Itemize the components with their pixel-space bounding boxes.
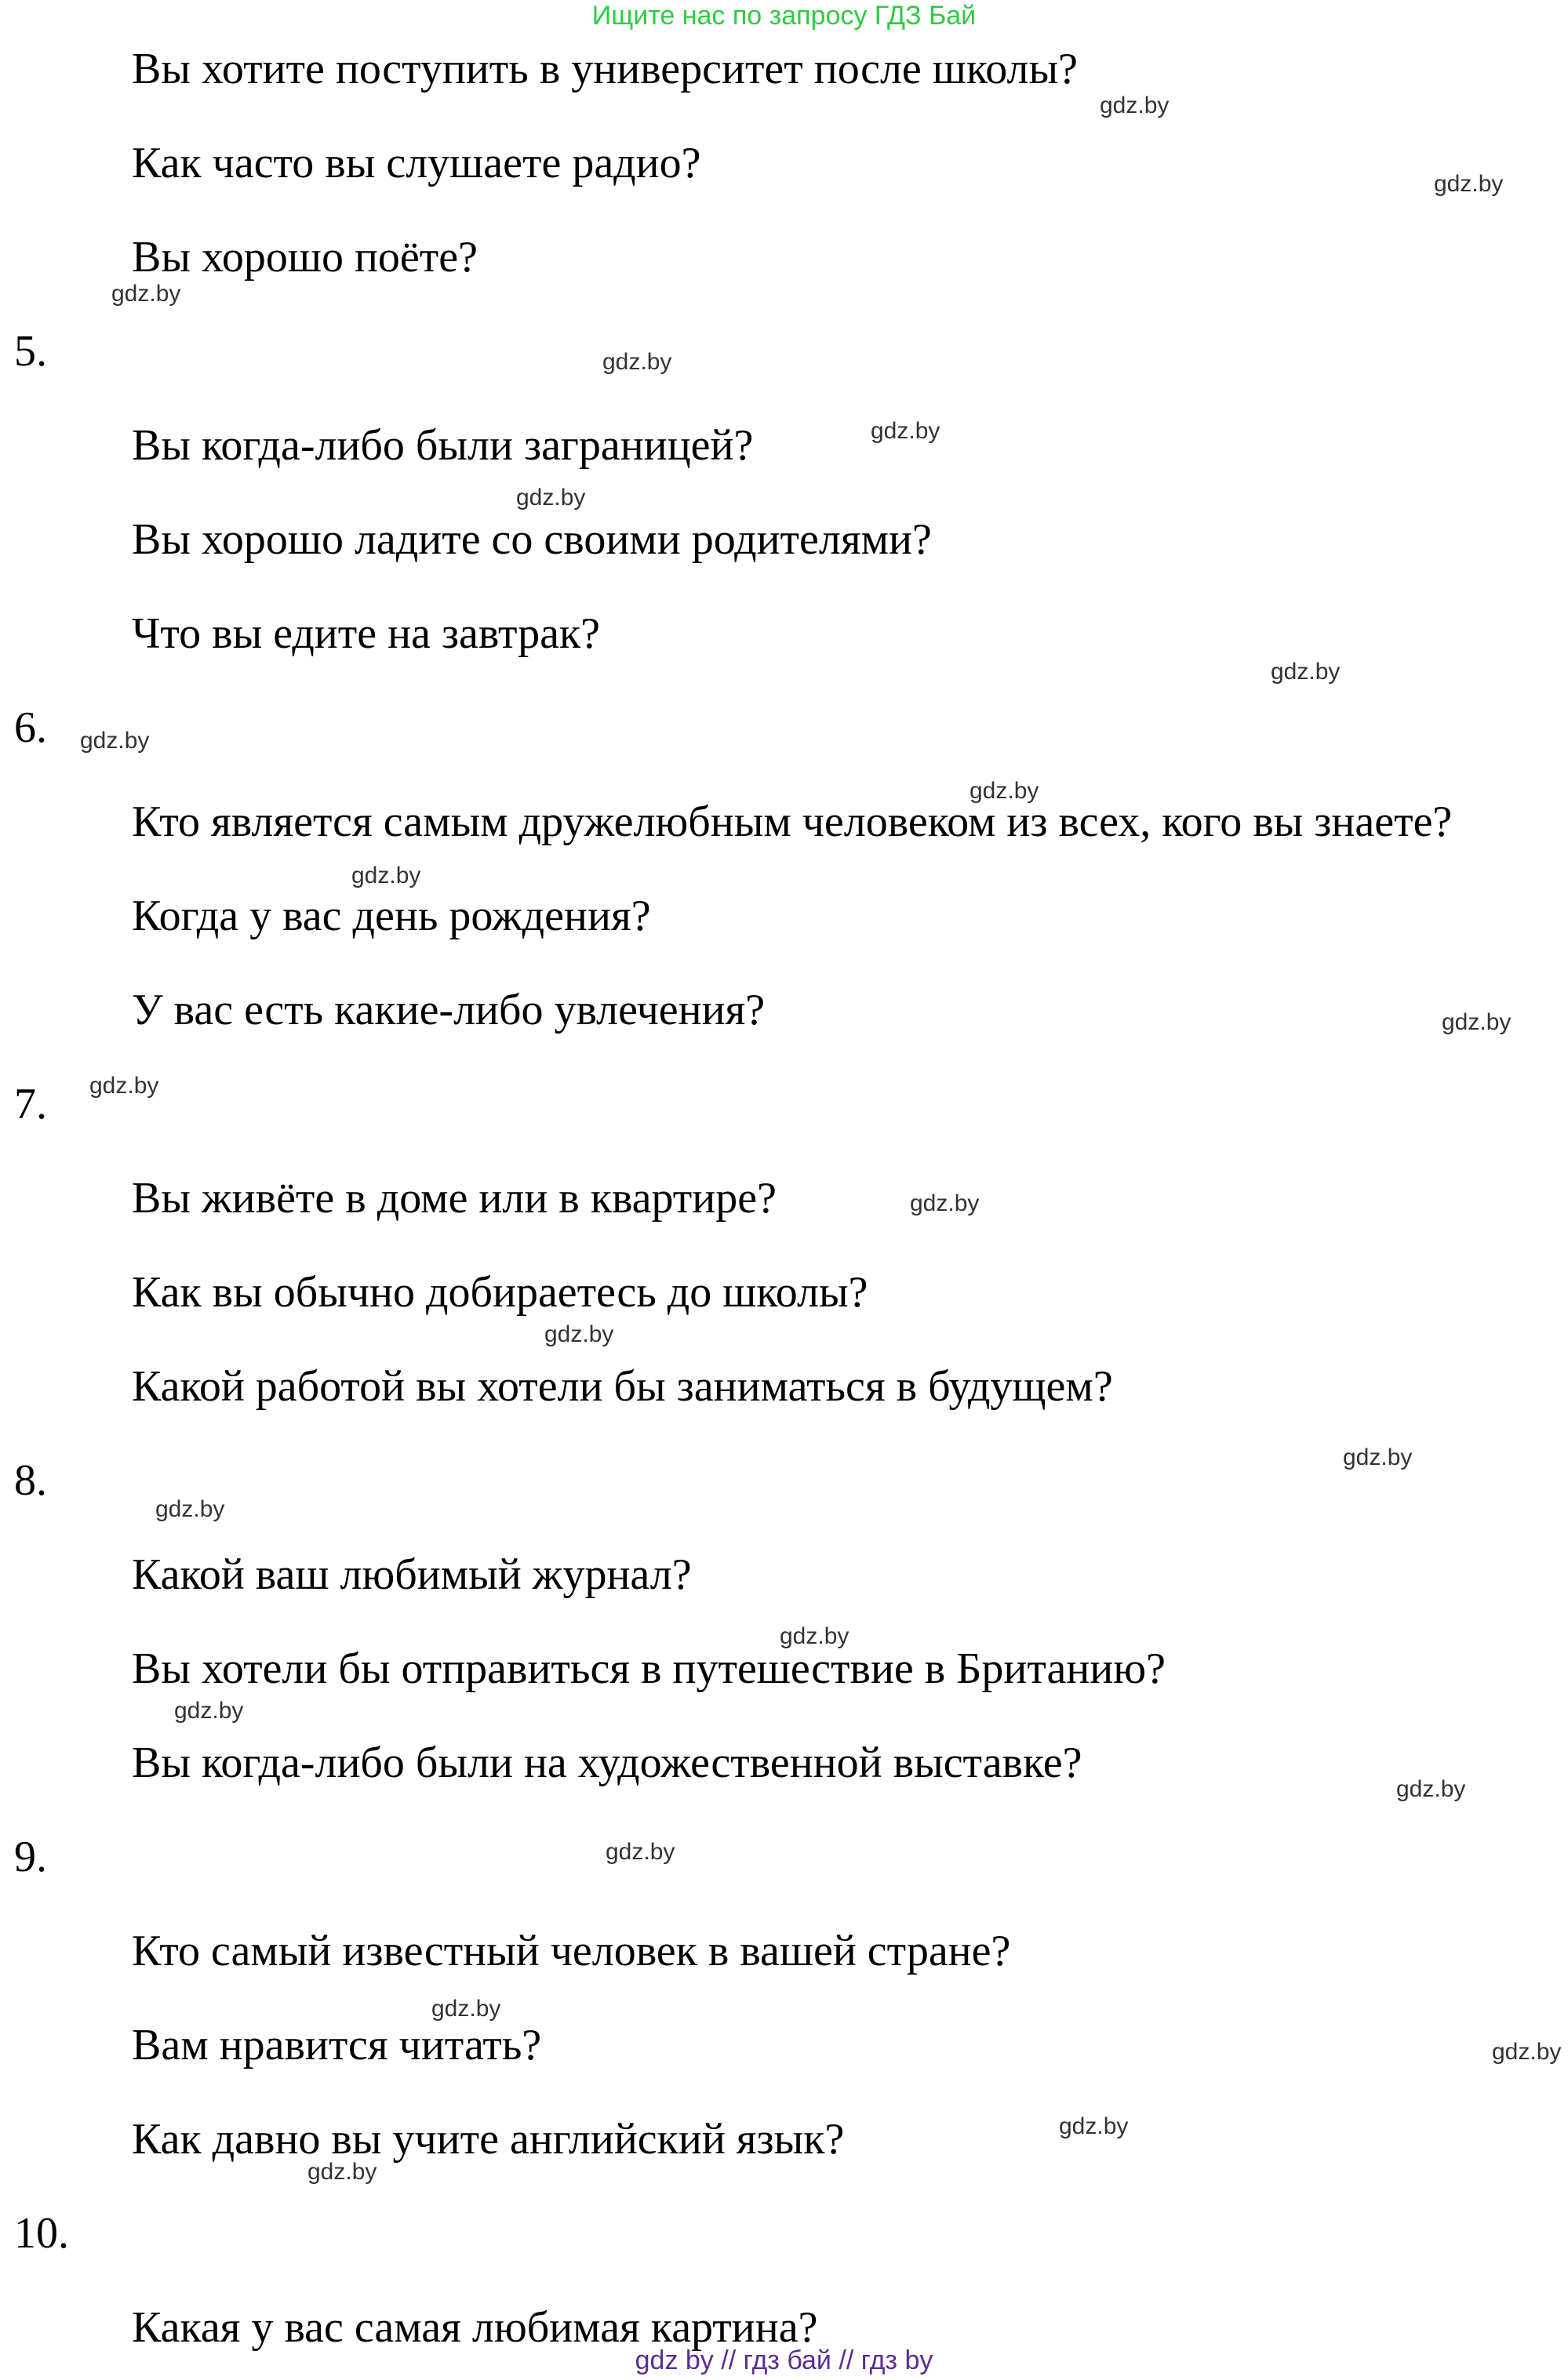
question-item: Когда у вас день рождения?	[132, 892, 651, 940]
question-item: Вы хорошо ладите со своими родителями?	[132, 515, 932, 564]
watermark-label: gdz.by	[970, 778, 1039, 804]
watermark-label: gdz.by	[431, 1996, 501, 2022]
watermark-label: gdz.by	[1442, 1009, 1512, 1035]
watermark-label: gdz.by	[780, 1623, 849, 1649]
question-item: Вы хотели бы отправиться в путешествие в Британию?	[132, 1644, 1166, 1693]
watermark-label: gdz.by	[1343, 1444, 1413, 1470]
question-item: Вы когда-либо были на художественной выставке?	[132, 1739, 1082, 1787]
watermark-label: gdz.by	[89, 1073, 159, 1099]
watermark-label: gdz.by	[111, 281, 181, 307]
watermark-label: gdz.by	[606, 1839, 675, 1865]
watermark-label: gdz.by	[1271, 659, 1341, 685]
watermark-label: gdz.by	[307, 2159, 377, 2185]
question-item: Какая у вас самая любимая картина?	[132, 2303, 818, 2352]
watermark-label: gdz.by	[1396, 1776, 1466, 1802]
question-item: Вы когда-либо были заграницей?	[132, 421, 754, 470]
question-item: Какой работой вы хотели бы заниматься в будущем?	[132, 1362, 1113, 1411]
question-item: Вы хорошо поёте?	[132, 233, 478, 282]
question-item: У вас есть какие-либо увлечения?	[132, 986, 766, 1034]
watermark-label: gdz.by	[1100, 93, 1170, 118]
watermark-label: gdz.by	[1059, 2113, 1129, 2139]
question-item: Вы хотите поступить в университет после школы?	[132, 45, 1078, 93]
header-search-link[interactable]: Ищите нас по запросу ГДЗ Бай	[591, 1, 977, 31]
footer-links[interactable]: gdz by // гдз бай // гдз by	[635, 2345, 933, 2375]
question-item: Кто самый известный человек в вашей стране?	[132, 1927, 1011, 1975]
section-number: 9.	[14, 1833, 47, 1881]
watermark-label: gdz.by	[1434, 171, 1504, 197]
question-item: Кто является самым дружелюбным человеком из всех, кого вы знаете?	[132, 798, 1453, 846]
section-number: 5.	[14, 327, 47, 376]
watermark-label: gdz.by	[174, 1698, 244, 1724]
question-item: Вам нравится читать?	[132, 2021, 542, 2069]
watermark-label: gdz.by	[516, 485, 586, 511]
question-item: Как часто вы слушаете радио?	[132, 139, 701, 187]
watermark-label: gdz.by	[871, 418, 940, 444]
watermark-label: gdz.by	[155, 1496, 225, 1522]
watermark-label: gdz.by	[80, 728, 150, 754]
question-item: Как вы обычно добираетесь до школы?	[132, 1268, 868, 1317]
question-item: Что вы едите на завтрак?	[132, 609, 601, 658]
watermark-label: gdz.by	[351, 863, 421, 888]
watermark-label: gdz.by	[544, 1321, 614, 1347]
question-item: Какой ваш любимый журнал?	[132, 1550, 692, 1599]
watermark-label: gdz.by	[910, 1190, 980, 1216]
question-item: Вы живёте в доме или в квартире?	[132, 1174, 777, 1223]
question-item: Как давно вы учите английский язык?	[132, 2115, 845, 2164]
watermark-label: gdz.by	[602, 349, 672, 375]
section-number: 8.	[14, 1456, 47, 1505]
section-number: 10.	[14, 2209, 69, 2258]
section-number: 6.	[14, 703, 47, 752]
section-number: 7.	[14, 1080, 47, 1128]
watermark-label: gdz.by	[1492, 2039, 1562, 2065]
